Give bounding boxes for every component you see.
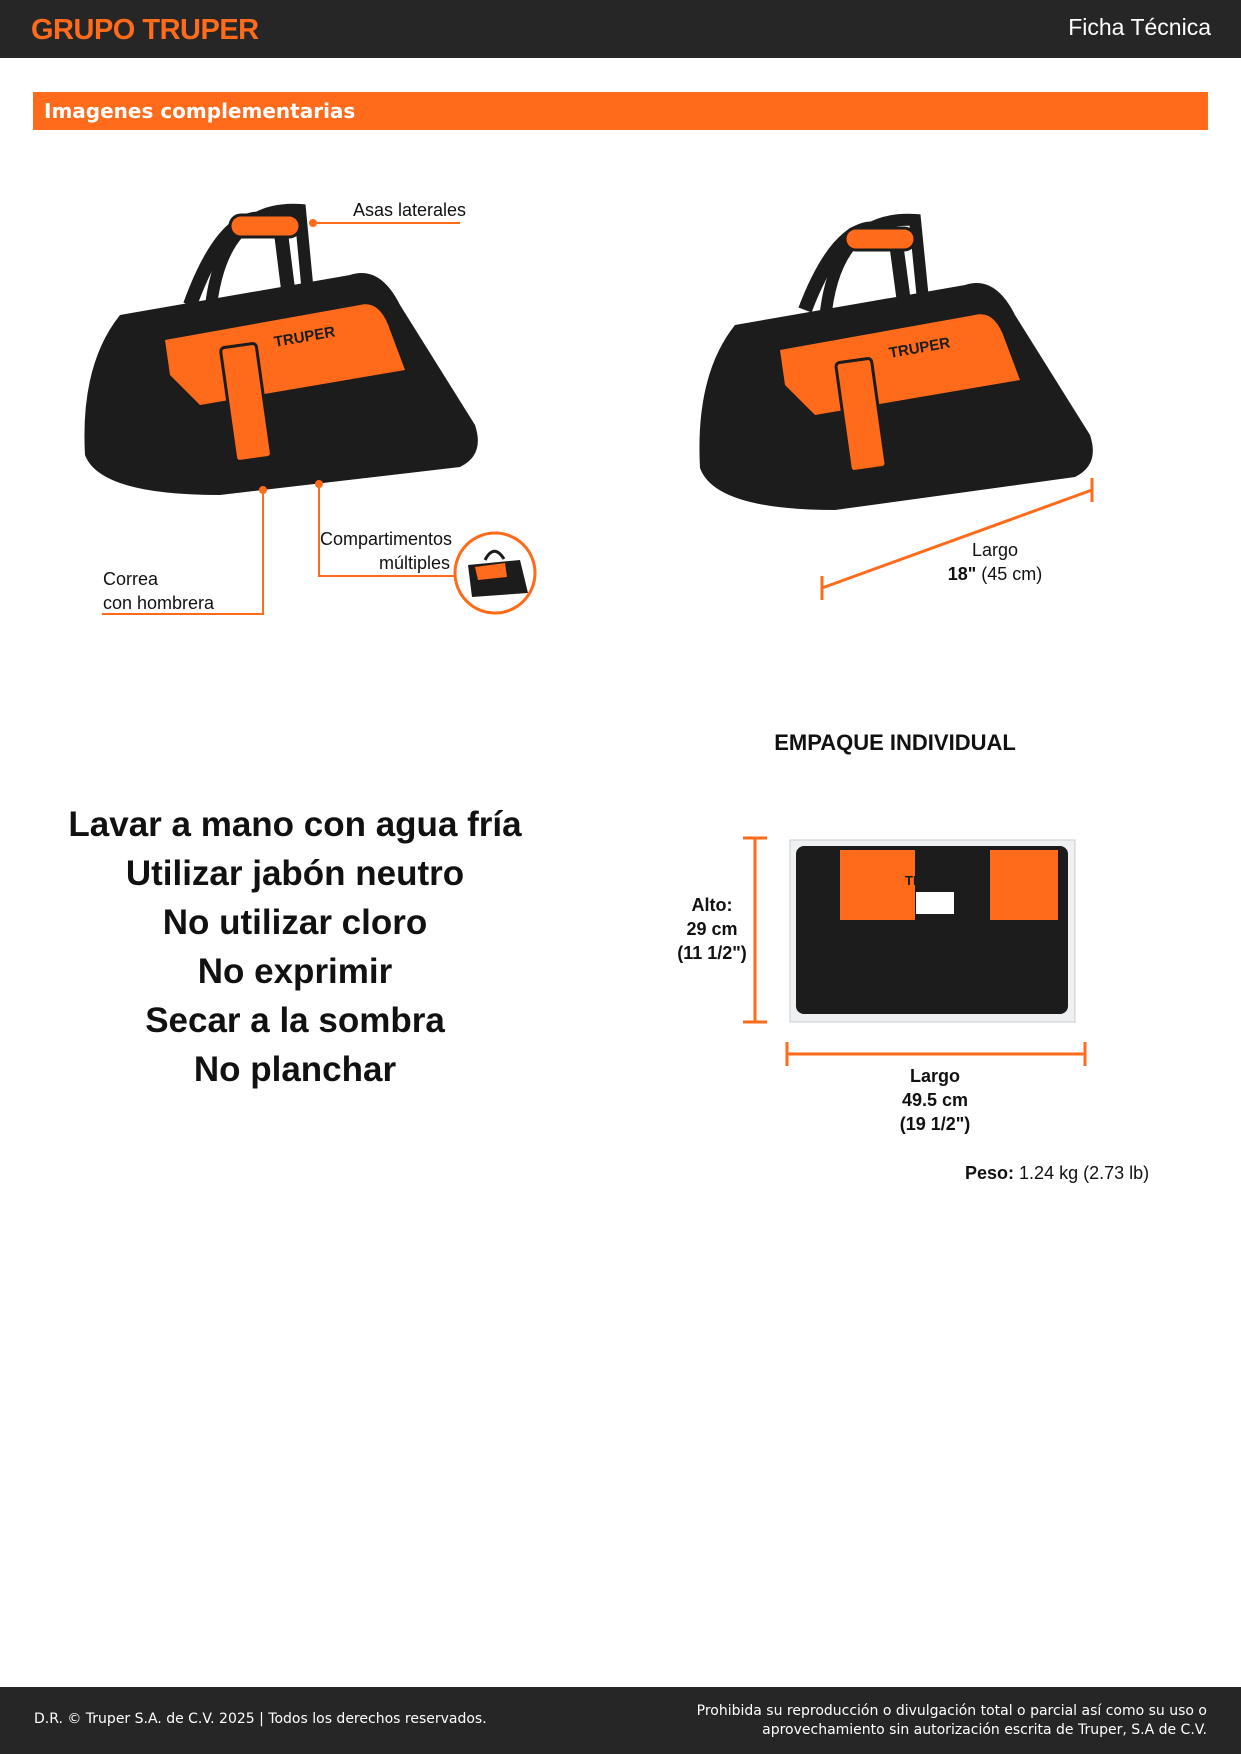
care-line: No planchar bbox=[193, 1050, 397, 1089]
weight-value: 1.24 kg (2.73 lb) bbox=[1019, 1163, 1150, 1183]
packaging-image bbox=[740, 830, 1090, 1070]
section-title: Imagenes complementarias bbox=[44, 99, 356, 123]
package-height-imperial: (11 1/2") bbox=[677, 943, 747, 963]
document-type: Ficha Técnica bbox=[1068, 14, 1211, 40]
footer-notice bbox=[697, 1702, 1207, 1740]
package-weight bbox=[965, 1161, 1149, 1185]
brand-logo: GRUPO TRUPER bbox=[31, 14, 259, 46]
footer-notice-line2: aprovechamiento sin autorización escrita de Truper, S.A de C.V. bbox=[762, 1722, 1207, 1738]
packaging-title: EMPAQUE INDIVIDUAL bbox=[774, 730, 1016, 755]
weight-label: Peso: bbox=[965, 1163, 1015, 1183]
label-length bbox=[940, 538, 1050, 586]
footer-notice-line1: Prohibida su reproducción o divulgación total o parcial así como su uso o bbox=[696, 1703, 1207, 1719]
section-header-bar bbox=[33, 92, 1208, 130]
label-strap bbox=[103, 567, 214, 615]
package-bag-logo: TRUPER bbox=[905, 873, 959, 888]
package-length-imperial: (19 1/2") bbox=[899, 1114, 971, 1134]
label-strap-line1: Correa bbox=[103, 569, 159, 589]
package-length-value: 49.5 cm bbox=[901, 1090, 969, 1110]
label-handles: Asas laterales bbox=[353, 200, 467, 220]
footer-copyright: D.R. © Truper S.A. de C.V. 2025 | Todos los derechos reservados. bbox=[34, 1711, 487, 1727]
bag-logo: TRUPER bbox=[272, 323, 337, 351]
label-compartments-line1: Compartimentos bbox=[320, 529, 453, 549]
label-package-height bbox=[672, 893, 752, 965]
package-length-label: Largo bbox=[909, 1066, 960, 1086]
package-height-value: 29 cm bbox=[686, 919, 738, 939]
care-line: Lavar a mano con agua fría bbox=[68, 805, 522, 844]
care-line: No utilizar cloro bbox=[162, 903, 428, 942]
package-label-sticker bbox=[916, 892, 954, 914]
product-image-dimensions bbox=[695, 210, 1115, 600]
label-compartments-line2: múltiples bbox=[378, 553, 450, 573]
page-footer bbox=[0, 1687, 1241, 1754]
care-line: Utilizar jabón neutro bbox=[125, 854, 465, 893]
care-line: Secar a la sombra bbox=[145, 1001, 445, 1040]
label-compartments bbox=[320, 527, 453, 575]
label-length-title: Largo bbox=[971, 540, 1019, 560]
bag-handle-grip bbox=[230, 215, 300, 237]
page-header bbox=[0, 0, 1241, 58]
care-instructions bbox=[40, 800, 550, 1094]
care-line: No exprimir bbox=[197, 952, 393, 991]
bag-logo-2: TRUPER bbox=[887, 334, 952, 362]
package-height-label: Alto: bbox=[691, 895, 733, 915]
label-package-length bbox=[885, 1064, 985, 1136]
length-metric: (45 cm) bbox=[981, 564, 1043, 584]
label-strap-line2: con hombrera bbox=[103, 593, 215, 613]
length-value: 18" bbox=[947, 564, 977, 584]
